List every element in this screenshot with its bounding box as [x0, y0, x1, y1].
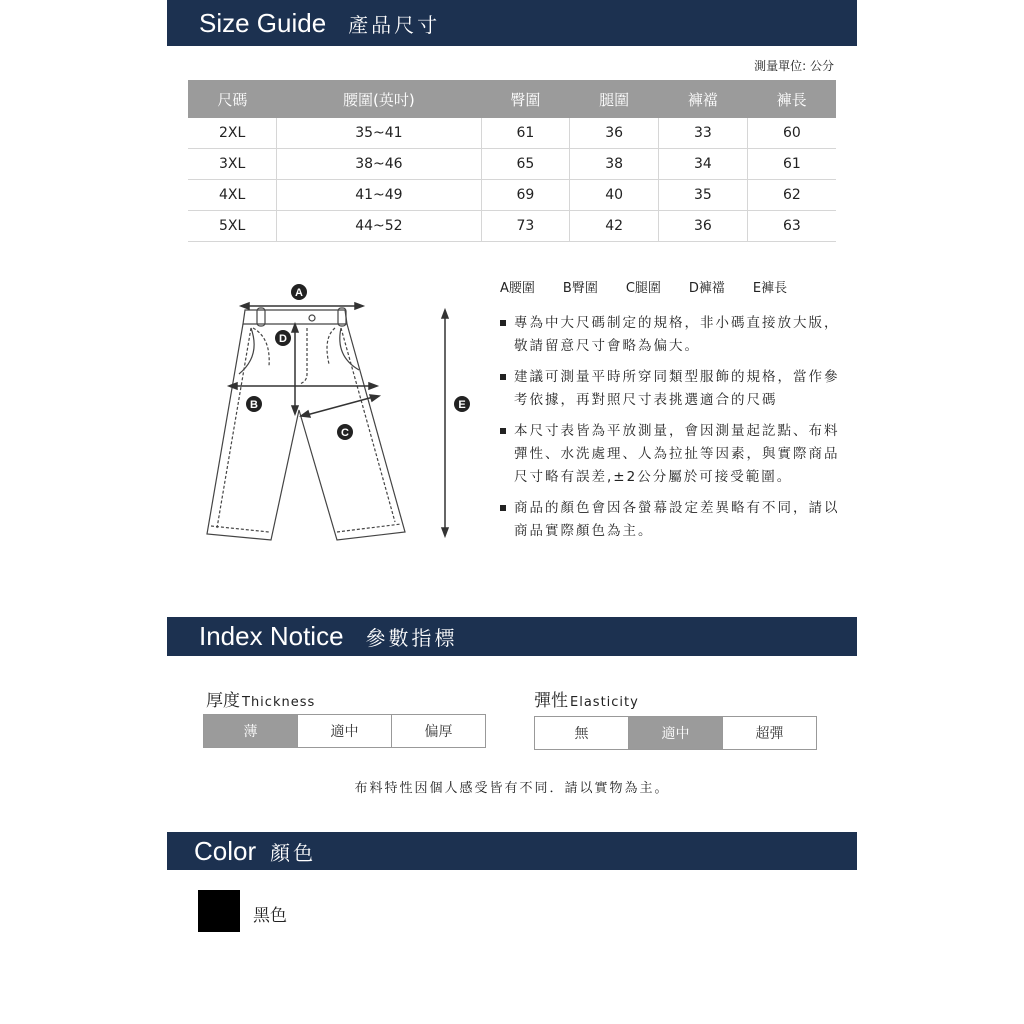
cell-hip: 65 [481, 149, 570, 180]
table-row [188, 180, 836, 211]
color-banner [167, 832, 857, 870]
size-guide-banner [167, 0, 857, 46]
cell-size: 4XL [188, 180, 277, 211]
header-size: 尺碼 [188, 80, 277, 118]
unit-note: 測量單位: 公分 [754, 59, 834, 73]
thickness-option-medium: 適中 [297, 715, 391, 747]
cell-rise: 36 [659, 211, 748, 242]
cell-hip: 61 [481, 118, 570, 149]
svg-text:E: E [458, 399, 466, 411]
cell-length: 61 [747, 149, 836, 180]
fabric-note: 布料特性因個人感受皆有不同．請以實物為主。 [354, 781, 670, 796]
size-table-header-row [188, 80, 836, 118]
svg-text:A: A [295, 287, 303, 299]
diagram-marker-b [246, 396, 262, 412]
header-thigh: 腿圍 [570, 80, 659, 118]
cell-hip: 73 [481, 211, 570, 242]
cell-rise: 34 [659, 149, 748, 180]
legend-waist: A腰圍 [500, 281, 535, 296]
cell-rise: 33 [659, 118, 748, 149]
color-name: 黑色 [253, 906, 287, 926]
elasticity-label-en: Elasticity [570, 695, 639, 710]
thickness-label-en: Thickness [242, 695, 316, 710]
diagram-marker-d [275, 330, 291, 346]
list-item: 本尺寸表皆為平放測量，會因測量起訖點、布料彈性、水洗處理、人為拉扯等因素，與實際商品尺寸略有誤差,±2公分屬於可接受範圍。 [500, 420, 840, 489]
cell-waist: 38~46 [277, 149, 481, 180]
cell-thigh: 36 [570, 118, 659, 149]
cell-length: 60 [747, 118, 836, 149]
cell-thigh: 42 [570, 211, 659, 242]
elasticity-label-zh: 彈性 [534, 691, 568, 711]
thickness-scale [203, 714, 486, 748]
size-guide-title-en: Size Guide [199, 7, 327, 38]
cell-length: 63 [747, 211, 836, 242]
svg-text:C: C [341, 427, 349, 439]
color-title-en: Color [194, 835, 257, 866]
svg-text:B: B [250, 399, 258, 411]
index-notice-banner [167, 617, 857, 656]
legend-thigh: C腿圍 [625, 281, 661, 296]
cell-size: 3XL [188, 149, 277, 180]
legend-hip: B臀圍 [562, 281, 598, 296]
thickness-label [206, 686, 315, 711]
diagram-marker-c [337, 424, 353, 440]
list-item: 專為中大尺碼制定的規格，非小碼直接放大版，敬請留意尺寸會略為偏大。 [500, 312, 840, 358]
cell-size: 2XL [188, 118, 277, 149]
size-table [188, 80, 836, 242]
thickness-option-thin: 薄 [204, 715, 297, 747]
legend-rise: D褲襠 [688, 281, 725, 296]
list-item: 商品的顏色會因各螢幕設定差異略有不同，請以商品實際顏色為主。 [500, 497, 840, 543]
index-notice-title-zh: 參數指標 [365, 626, 458, 650]
cell-hip: 69 [481, 180, 570, 211]
elasticity-scale [534, 716, 817, 750]
cell-thigh: 40 [570, 180, 659, 211]
elasticity-option-medium: 適中 [628, 717, 722, 749]
diagram-marker-a [291, 284, 307, 300]
cell-waist: 41~49 [277, 180, 481, 211]
cell-waist: 35~41 [277, 118, 481, 149]
pants-measurement-diagram [195, 278, 485, 550]
cell-waist: 44~52 [277, 211, 481, 242]
elasticity-option-none: 無 [574, 726, 589, 742]
header-length: 褲長 [747, 80, 836, 118]
header-hip: 臀圍 [481, 80, 570, 118]
cell-length: 62 [747, 180, 836, 211]
size-guide-title-zh: 產品尺寸 [348, 12, 441, 37]
size-notes-list [500, 312, 840, 551]
legend-length: E褲長 [752, 281, 788, 296]
header-waist: 腰圍(英吋) [277, 80, 481, 118]
table-row [188, 149, 836, 180]
cell-rise: 35 [659, 180, 748, 211]
thickness-label-zh: 厚度 [206, 691, 240, 711]
color-title-zh: 顏色 [270, 840, 317, 865]
color-swatch-black [198, 890, 240, 932]
table-row [188, 211, 836, 242]
svg-text:D: D [279, 333, 287, 345]
diagram-marker-e [454, 396, 470, 412]
list-item: 建議可測量平時所穿同類型服飾的規格，當作參考依據，再對照尺寸表挑選適合的尺碼 [500, 366, 840, 412]
header-rise: 褲襠 [659, 80, 748, 118]
thickness-option-thick: 偏厚 [391, 715, 485, 747]
table-row [188, 118, 836, 149]
elasticity-option-super: 超彈 [722, 717, 816, 749]
elasticity-label [534, 686, 639, 711]
cell-thigh: 38 [570, 149, 659, 180]
measurement-legend [500, 277, 787, 296]
index-notice-title-en: Index Notice [199, 621, 344, 651]
cell-size: 5XL [188, 211, 277, 242]
